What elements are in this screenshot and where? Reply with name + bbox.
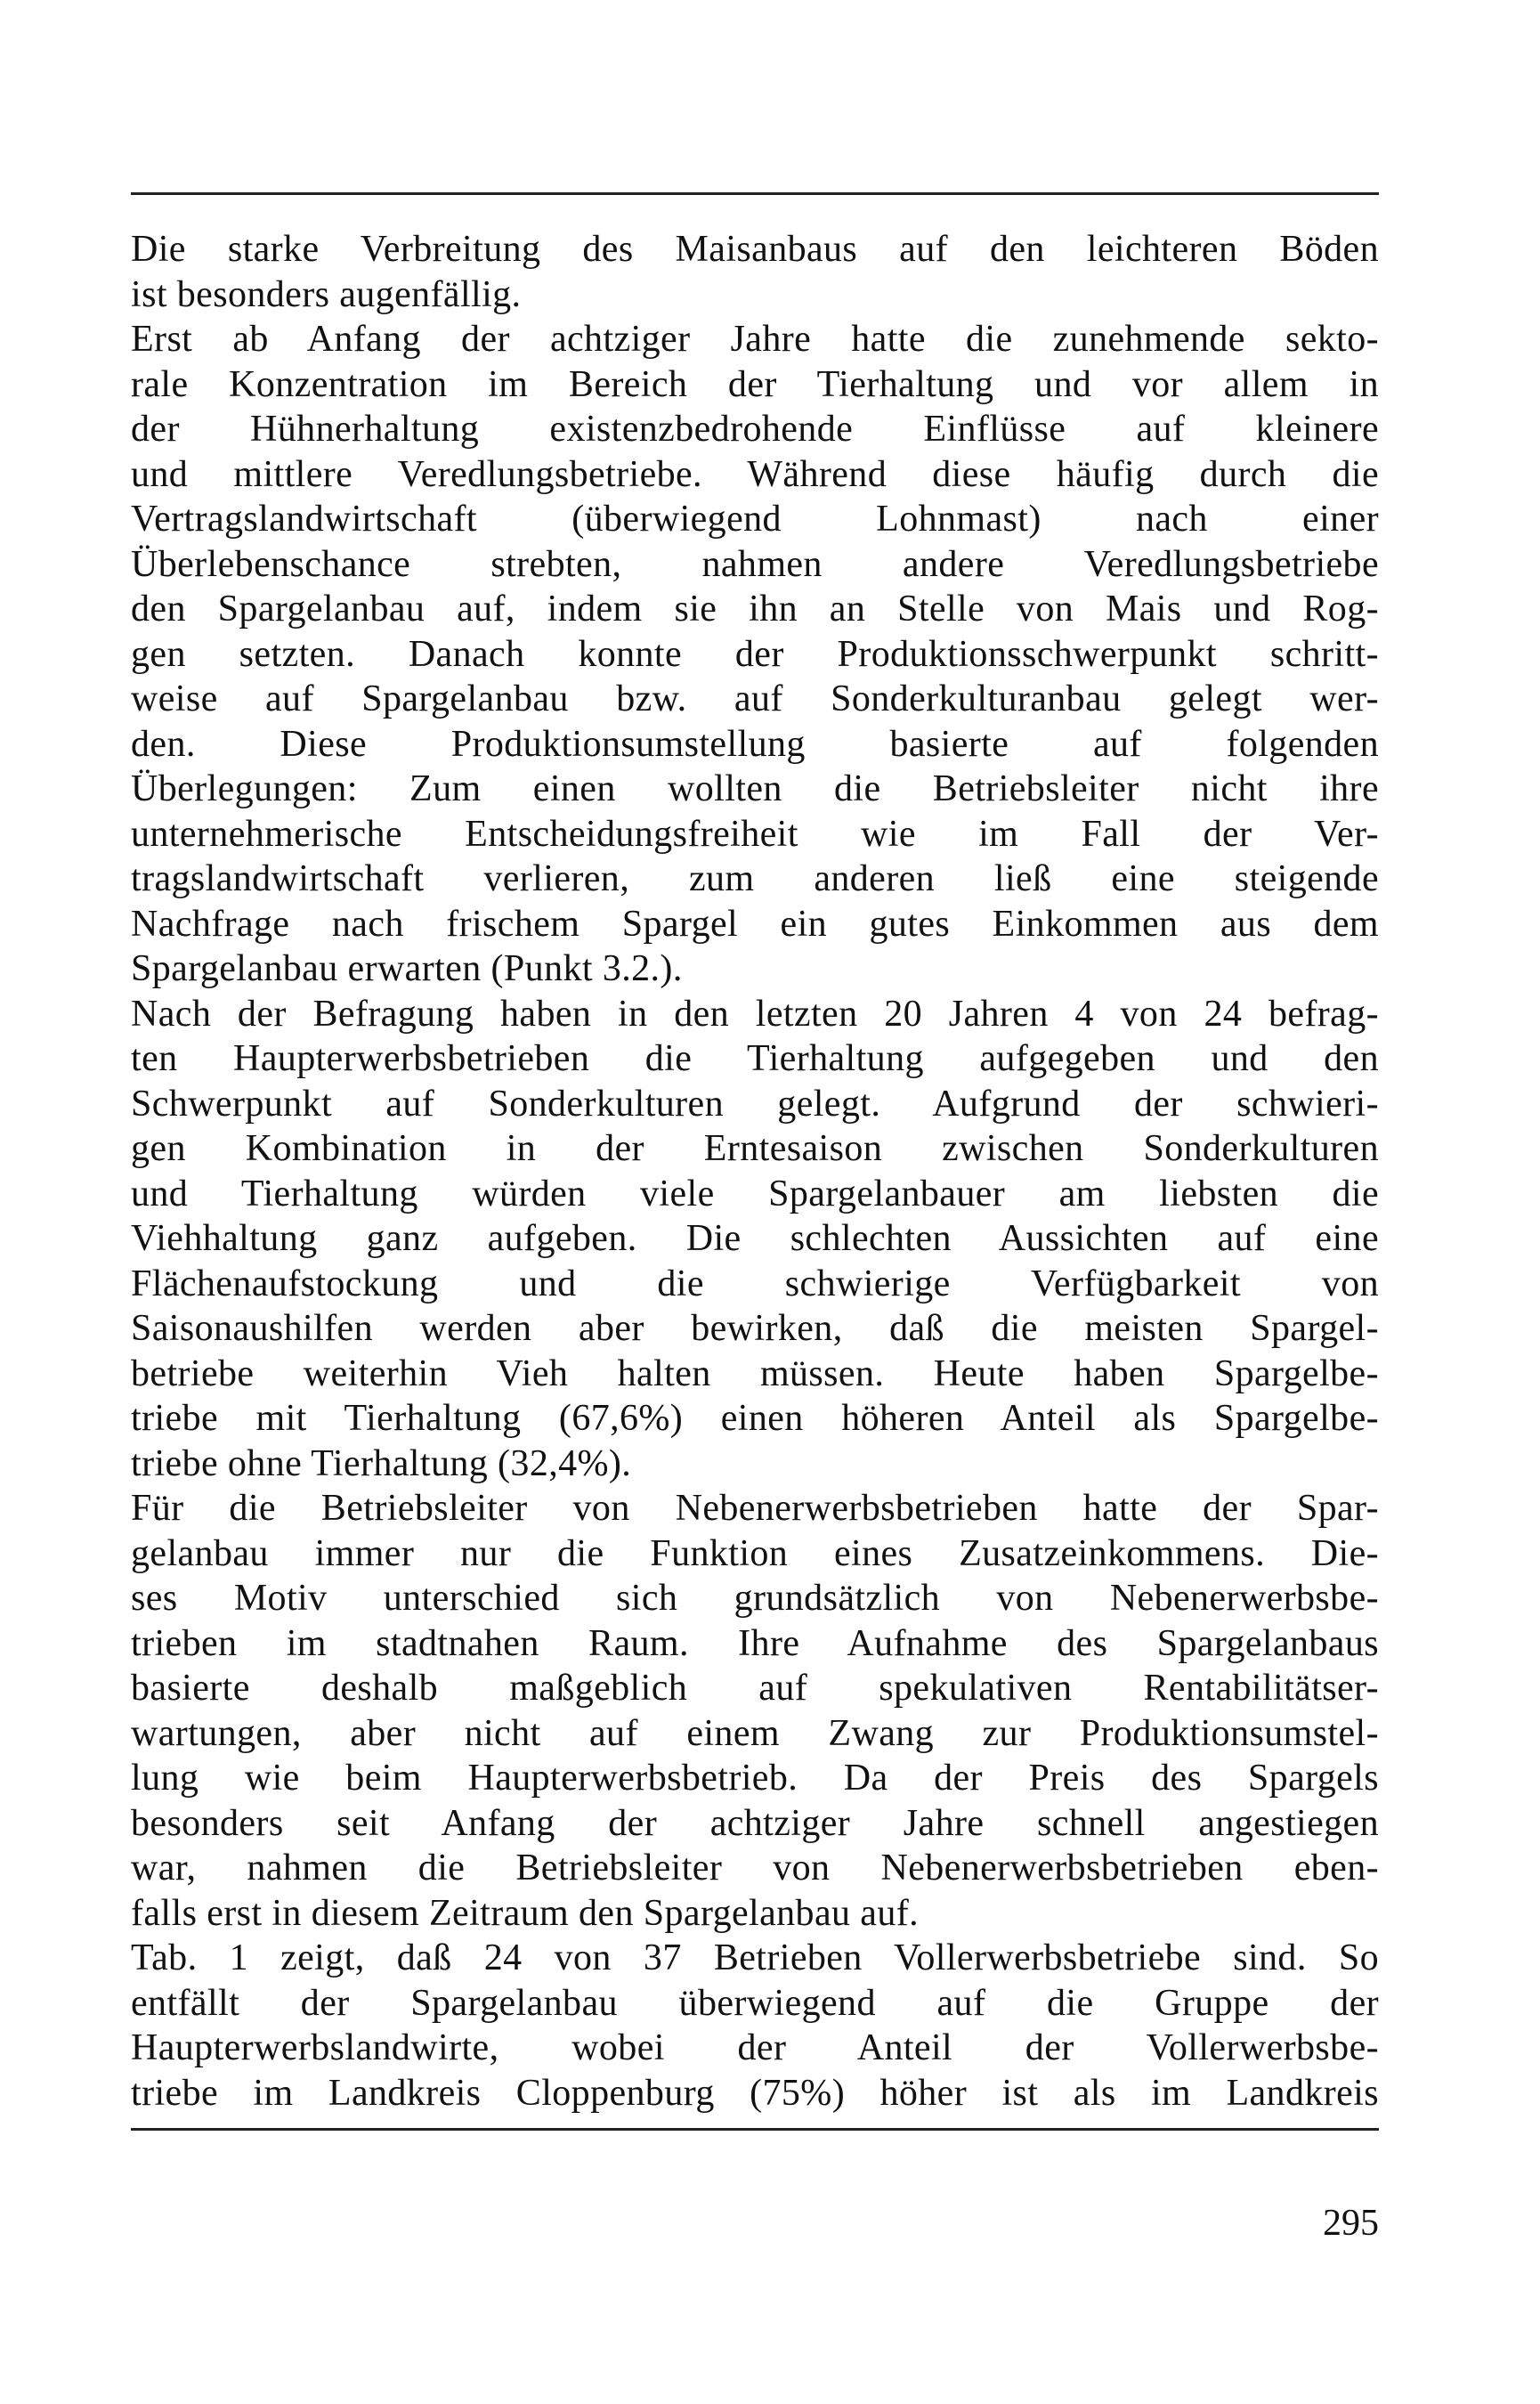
text-line: den Spargelanbau auf, indem sie ihn an Stelle von Mais und Rog- <box>131 589 1379 629</box>
text-line: Überlebenschance strebten, nahmen andere Veredlungsbetriebe <box>131 543 1379 585</box>
text-line: betriebe weiterhin Vieh halten müssen. Heute haben Spargelbe- <box>131 1352 1379 1394</box>
text-line: der Hühnerhaltung existenzbedrohende Einflüsse auf kleinere <box>131 409 1379 450</box>
text-line: falls erst in diesem Zeitraum den Spargelanbau auf. <box>131 1892 920 1934</box>
text-line: Flächenaufstockung und die schwierige Verfügbarkeit von <box>131 1263 1379 1304</box>
text-line: Erst ab Anfang der achtziger Jahre hatte die zunehmende sekto- <box>131 319 1379 360</box>
text-line: basierte deshalb maßgeblich auf spekulativen Rentabilitätser- <box>131 1668 1379 1709</box>
text-line: Für die Betriebsleiter von Nebenerwerbsbetrieben hatte der Spar- <box>131 1488 1379 1529</box>
text-line: Spargelanbau erwarten (Punkt 3.2.). <box>131 948 683 989</box>
text-line: Tab. 1 zeigt, daß 24 von 37 Betrieben Vollerwerbsbetriebe sind. So <box>131 1937 1379 1978</box>
text-line: Saisonaushilfen werden aber bewirken, daß die meisten Spargel- <box>131 1308 1379 1349</box>
text-line: Nach der Befragung haben in den letzten 20 Jahren 4 von 24 befrag- <box>131 993 1379 1035</box>
text-line: Haupterwerbslandwirte, wobei der Anteil der Vollerwerbsbe- <box>131 2027 1379 2068</box>
text-line: Viehhaltung ganz aufgeben. Die schlechten Aussichten auf eine <box>131 1218 1379 1259</box>
text-line: Schwerpunkt auf Sonderkulturen gelegt. Aufgrund der schwieri- <box>131 1083 1379 1125</box>
text-line: gelanbau immer nur die Funktion eines Zusatzeinkommens. Die- <box>131 1532 1379 1574</box>
text-line: triebe im Landkreis Cloppenburg (75%) höher ist als im Landkreis <box>131 2072 1379 2114</box>
text-line: besonders seit Anfang der achtziger Jahre schnell angestiegen <box>131 1802 1379 1844</box>
text-line: triebe mit Tierhaltung (67,6%) einen höheren Anteil als Spargelbe- <box>131 1398 1379 1439</box>
text-line: und mittlere Veredlungsbetriebe. Während diese häufig durch die <box>131 453 1379 495</box>
text-line: tragslandwirtschaft verlieren, zum anderen ließ eine steigende <box>131 858 1379 899</box>
page-number: 295 <box>1323 2203 1379 2244</box>
text-line: unternehmerische Entscheidungsfreiheit wie im Fall der Ver- <box>131 813 1379 855</box>
text-line: wartungen, aber nicht auf einem Zwang zur Produktionsumstel- <box>131 1712 1379 1754</box>
text-line: war, nahmen die Betriebsleiter von Nebenerwerbsbetrieben eben- <box>131 1848 1379 1888</box>
text-line: gen setzten. Danach konnte der Produktionsschwerpunkt schritt- <box>131 633 1379 675</box>
text-line: triebe ohne Tierhaltung (32,4%). <box>131 1442 632 1484</box>
bottom-rule <box>131 2128 1379 2131</box>
text-line: ses Motiv unterschied sich grundsätzlich von Nebenerwerbsbe- <box>131 1578 1379 1619</box>
text-line: Nachfrage nach frischem Spargel ein gutes Einkommen aus dem <box>131 903 1379 945</box>
text-line: Vertragslandwirtschaft (überwiegend Lohnmast) nach einer <box>131 499 1379 540</box>
text-line: ten Haupterwerbsbetrieben die Tierhaltung aufgegeben und den <box>131 1038 1379 1079</box>
text-line: weise auf Spargelanbau bzw. auf Sonderkulturanbau gelegt wer- <box>131 678 1379 719</box>
text-line: und Tierhaltung würden viele Spargelanbauer am liebsten die <box>131 1173 1379 1214</box>
text-line: entfällt der Spargelanbau überwiegend auf die Gruppe der <box>131 1982 1379 2024</box>
text-line: Überlegungen: Zum einen wollten die Betriebsleiter nicht ihre <box>131 768 1379 809</box>
text-line: gen Kombination in der Erntesaison zwischen Sonderkulturen <box>131 1128 1379 1169</box>
text-line: lung wie beim Haupterwerbsbetrieb. Da der Preis des Spargels <box>131 1758 1379 1799</box>
text-line: rale Konzentration im Bereich der Tierhaltung und vor allem in <box>131 363 1379 405</box>
text-line: trieben im stadtnahen Raum. Ihre Aufnahme des Spargelanbaus <box>131 1622 1379 1664</box>
text-line: Die starke Verbreitung des Maisanbaus auf den leichteren Böden <box>131 229 1379 270</box>
body-text <box>131 227 1379 2116</box>
top-rule <box>131 192 1379 195</box>
text-line: den. Diese Produktionsumstellung basierte auf folgenden <box>131 723 1379 765</box>
text-line: ist besonders augenfällig. <box>131 273 522 315</box>
